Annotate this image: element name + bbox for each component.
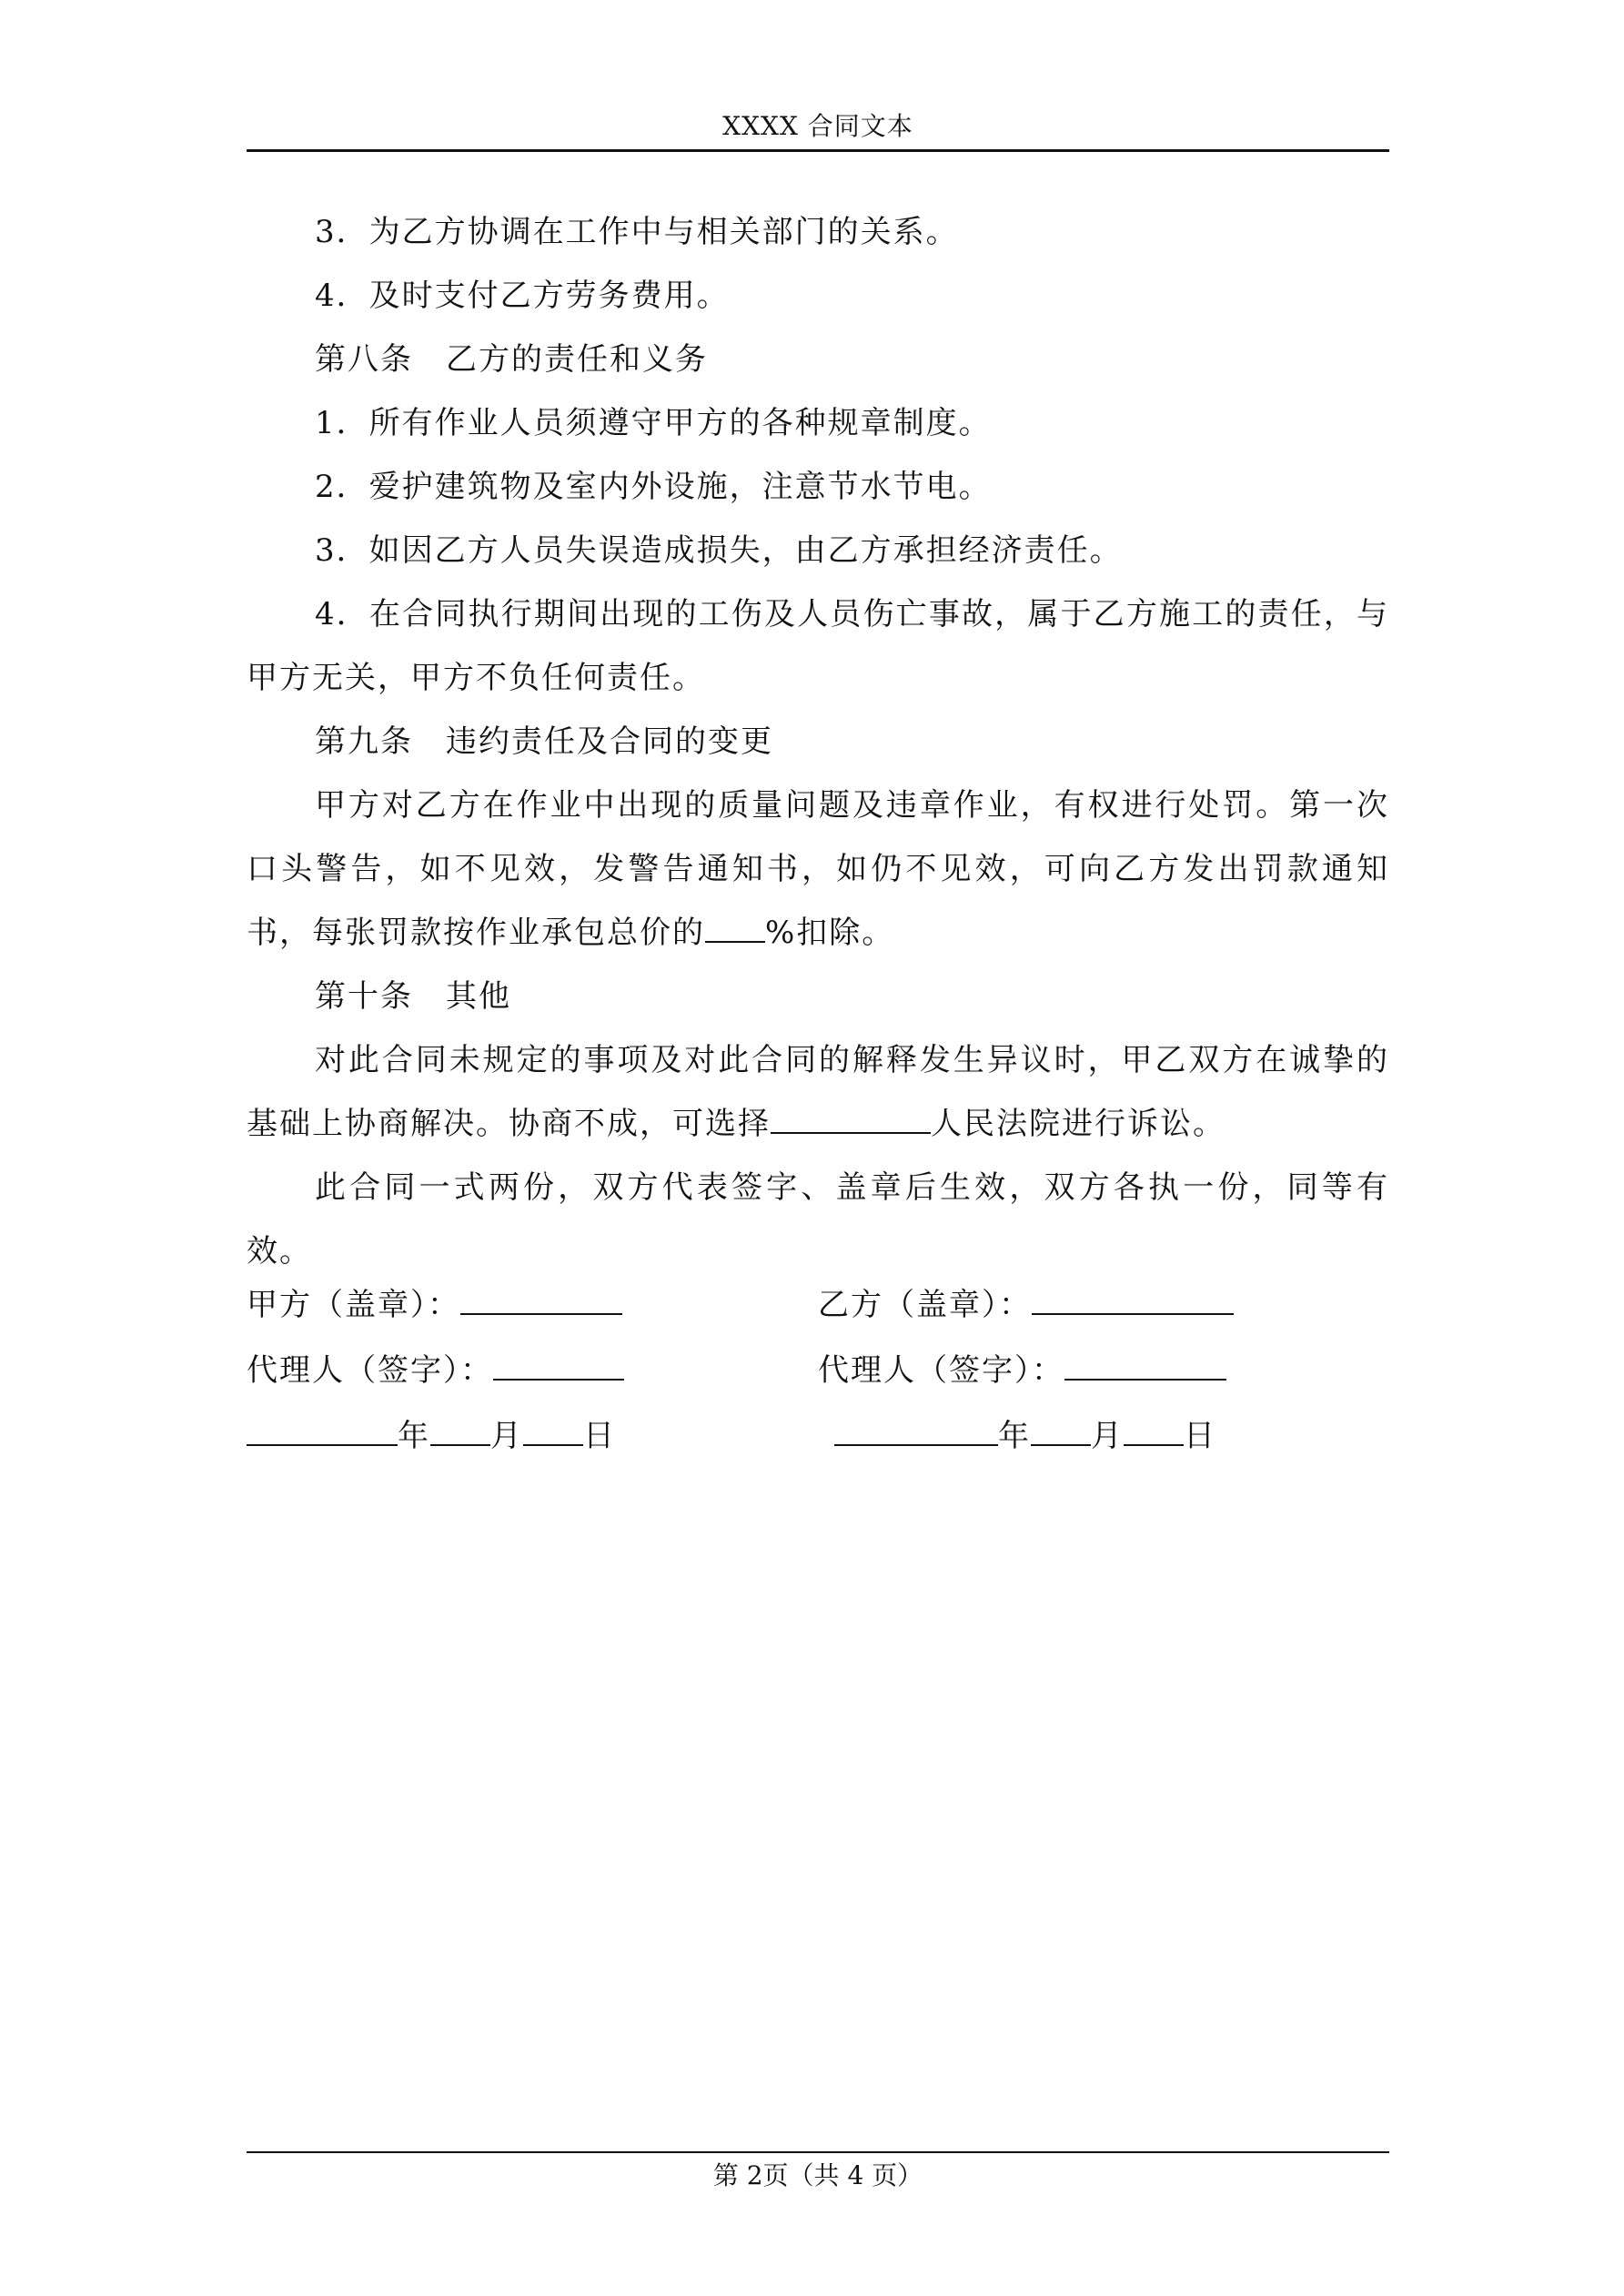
clause-4-payment: 4．及时支付乙方劳务费用。 bbox=[315, 278, 730, 314]
party-b-year-blank[interactable] bbox=[834, 1417, 998, 1446]
day-label: 日 bbox=[583, 1418, 616, 1454]
date-row bbox=[247, 1403, 1389, 1469]
party-a-seal bbox=[247, 1272, 622, 1338]
party-b-seal bbox=[818, 1272, 1234, 1338]
party-a-agent-blank[interactable] bbox=[493, 1351, 624, 1381]
seal-row bbox=[247, 1272, 1389, 1338]
party-a-seal-blank[interactable] bbox=[460, 1286, 622, 1315]
article-eight-heading: 第八条 乙方的责任和义务 bbox=[315, 341, 708, 378]
party-a-agent bbox=[247, 1338, 624, 1403]
clause-4-injuries: 4．在合同执行期间出现的工伤及人员伤亡事故，属于乙方施工的责任，与甲方无关，甲方不负任何责任。 bbox=[247, 596, 1389, 696]
dispute-paragraph bbox=[247, 1028, 1389, 1156]
clause-2-facilities: 2．爱护建筑物及室内外设施，注意节水节电。 bbox=[315, 469, 992, 505]
party-a-year-blank[interactable] bbox=[247, 1417, 398, 1446]
contract-body bbox=[247, 200, 1389, 1283]
dispute-text-end: 人民法院进行诉讼。 bbox=[931, 1106, 1226, 1142]
copies-paragraph: 此合同一式两份，双方代表签字、盖章后生效，双方各执一份，同等有效。 bbox=[247, 1169, 1389, 1269]
party-b-agent-blank[interactable] bbox=[1064, 1351, 1226, 1381]
footer-divider bbox=[247, 2151, 1389, 2153]
header-divider bbox=[247, 149, 1389, 152]
party-b-agent bbox=[818, 1338, 1226, 1403]
party-a-agent-label: 代理人（签字）： bbox=[247, 1352, 493, 1389]
page-number: 第 2页（共 4 页） bbox=[712, 2160, 923, 2190]
month-label: 月 bbox=[1091, 1418, 1124, 1454]
year-label: 年 bbox=[398, 1418, 430, 1454]
month-label: 月 bbox=[490, 1418, 523, 1454]
year-label: 年 bbox=[998, 1418, 1031, 1454]
party-a-seal-label: 甲方（盖章）： bbox=[247, 1287, 460, 1323]
party-a-day-blank[interactable] bbox=[523, 1417, 583, 1446]
day-label: 日 bbox=[1184, 1418, 1216, 1454]
party-b-seal-label: 乙方（盖章）： bbox=[818, 1287, 1032, 1323]
party-b-agent-label: 代理人（签字）： bbox=[818, 1352, 1064, 1389]
penalty-paragraph bbox=[247, 774, 1389, 965]
court-name-blank[interactable] bbox=[771, 1105, 931, 1134]
penalty-text: 甲方对乙方在作业中出现的质量问题及违章作业，有权进行处罚。第一次口头警告，如不见效，发警告通知书，如仍不见效，可向乙方发出罚款通知书，每张罚款按作业承包总价的 bbox=[247, 787, 1389, 951]
party-b-date bbox=[834, 1403, 1216, 1469]
party-a-month-blank[interactable] bbox=[430, 1417, 490, 1446]
party-a-date bbox=[247, 1403, 616, 1469]
article-nine-heading: 第九条 违约责任及合同的变更 bbox=[315, 723, 773, 760]
penalty-text-end: %扣除。 bbox=[765, 915, 895, 951]
agent-row bbox=[247, 1338, 1389, 1403]
clause-3-coordinate: 3．为乙方协调在工作中与相关部门的关系。 bbox=[315, 214, 959, 250]
page-header-title: XXXX 合同文本 bbox=[722, 111, 913, 141]
signature-block bbox=[247, 1272, 1389, 1469]
penalty-percent-blank[interactable] bbox=[705, 914, 765, 943]
dispute-text: 对此合同未规定的事项及对此合同的解释发生异议时，甲乙双方在诚挚的基础上协商解决。协商不成，可选择 bbox=[247, 1042, 1389, 1142]
party-b-month-blank[interactable] bbox=[1031, 1417, 1091, 1446]
party-b-day-blank[interactable] bbox=[1124, 1417, 1184, 1446]
clause-1-rules: 1．所有作业人员须遵守甲方的各种规章制度。 bbox=[315, 405, 992, 441]
party-b-seal-blank[interactable] bbox=[1032, 1286, 1234, 1315]
article-ten-heading: 第十条 其他 bbox=[315, 978, 511, 1015]
clause-3-losses: 3．如因乙方人员失误造成损失，由乙方承担经济责任。 bbox=[315, 532, 1123, 569]
